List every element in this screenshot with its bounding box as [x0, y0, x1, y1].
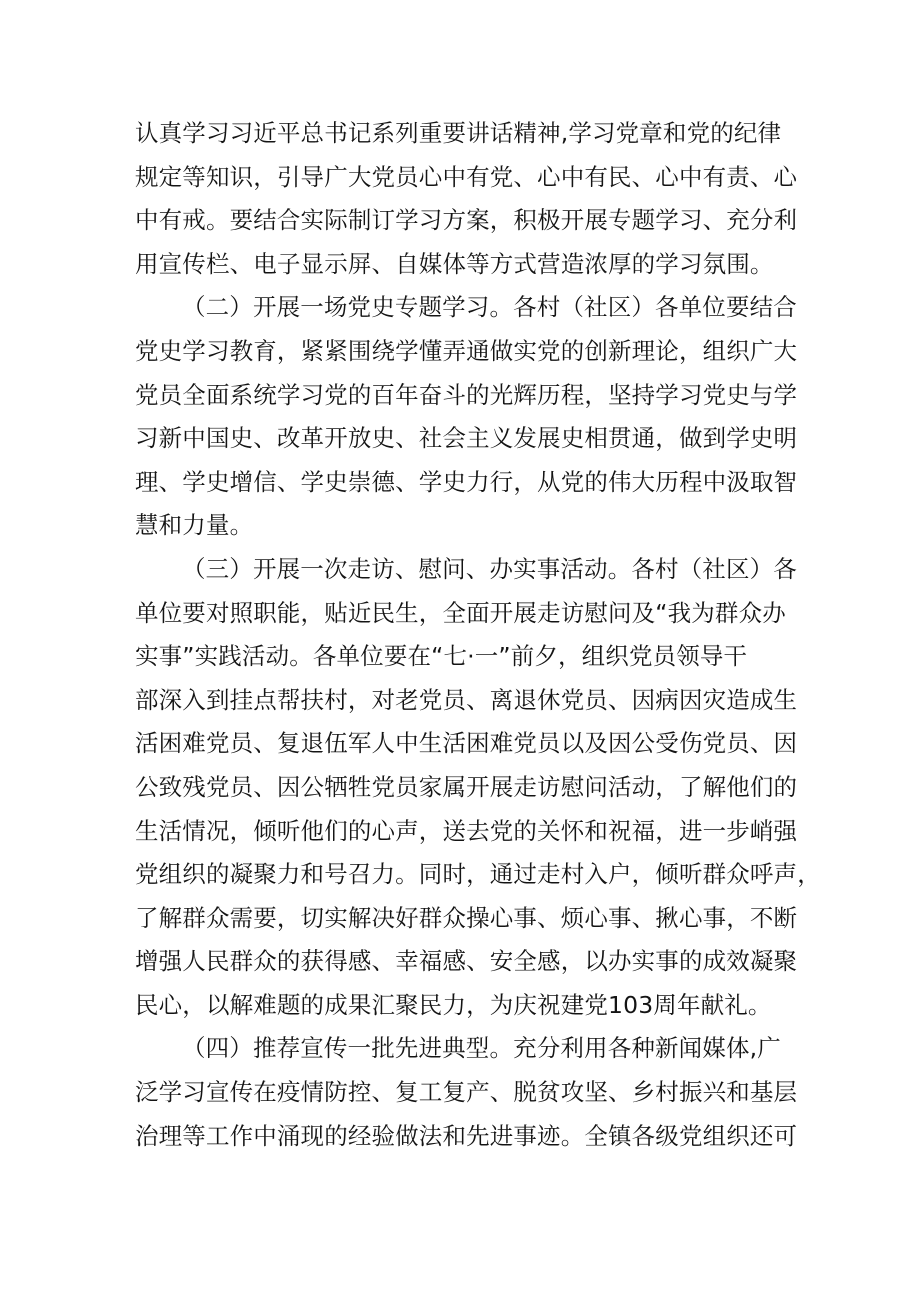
body-line: 公致残党员、因公牺牲党员家属开展走访慰问活动，了解他们的: [135, 772, 798, 801]
section-four-heading-line: （四）推荐宣传一批先进典型。充分利用各种新闻媒体,广: [182, 1034, 781, 1063]
body-line: 认真学习习近平总书记系列重要讲话精神,学习党章和党的纪律: [135, 119, 782, 147]
body-line: 部深入到挂点帮扶村，对老党员、离退休党员、因病因灾造成生: [135, 685, 798, 714]
body-line: 中有戒。要结合实际制订学习方案，积极开展专题学习、充分利: [135, 206, 798, 235]
section-three-heading-line: （三）开展一次走访、慰问、办实事活动。各村（社区）各: [182, 554, 797, 583]
body-line: 治理等工作中涌现的经验做法和先进事迹。全镇各级党组织还可: [135, 1121, 798, 1150]
body-line: 泛学习宣传在疫情防控、复工复产、脱贫攻坚、乡村振兴和基层: [135, 1078, 798, 1107]
body-line: 慧和力量。: [135, 511, 254, 540]
body-line: 用宣传栏、电子显示屏、自媒体等方式营造浓厚的学习氛围。: [135, 249, 774, 278]
body-line: 党员全面系统学习党的百年奋斗的光辉历程，坚持学习党史与学: [135, 380, 798, 409]
body-line: 党史学习教育，紧紧围绕学懂弄通做实党的创新理论，组织广大: [135, 336, 798, 365]
body-line: 了解群众需要，切实解决好群众操心事、烦心事、揪心事，不断: [135, 903, 798, 932]
body-line: 活困难党员、复退伍军人中生活困难党员以及因公受伤党员、因: [135, 729, 798, 758]
document-body: [135, 112, 821, 1158]
section-two-heading-line: （二）开展一场党史专题学习。各村（社区）各单位要结合: [182, 293, 797, 322]
body-line: 规定等知识，引导广大党员心中有党、心中有民、心中有责、心: [135, 162, 798, 191]
body-line: 生活情况，倾听他们的心声，送去党的关怀和祝福，进一步峭强: [135, 816, 798, 845]
body-line: 实事”实践活动。各单位要在“七·一”前夕，组织党员领导干: [135, 642, 748, 671]
body-line: 增强人民群众的获得感、幸福感、安全感，以办实事的成效凝聚: [135, 947, 798, 976]
body-line: 理、学史增信、学史崇德、学史力行，从党的伟大历程中汲取智: [135, 467, 798, 496]
body-line: 单位要对照职能，贴近民生，全面开展走访慰问及“我为群众办: [135, 598, 786, 627]
body-line: 党组织的凝聚力和号召力。同时，通过走村入户，倾听群众呼声，: [135, 860, 821, 889]
body-line: 民心，以解难题的成果汇聚民力，为庆祝建党103周年献礼。: [135, 990, 772, 1019]
body-line: 习新中国史、改革开放史、社会主义发展史相贯通，做到学史明: [135, 424, 798, 453]
